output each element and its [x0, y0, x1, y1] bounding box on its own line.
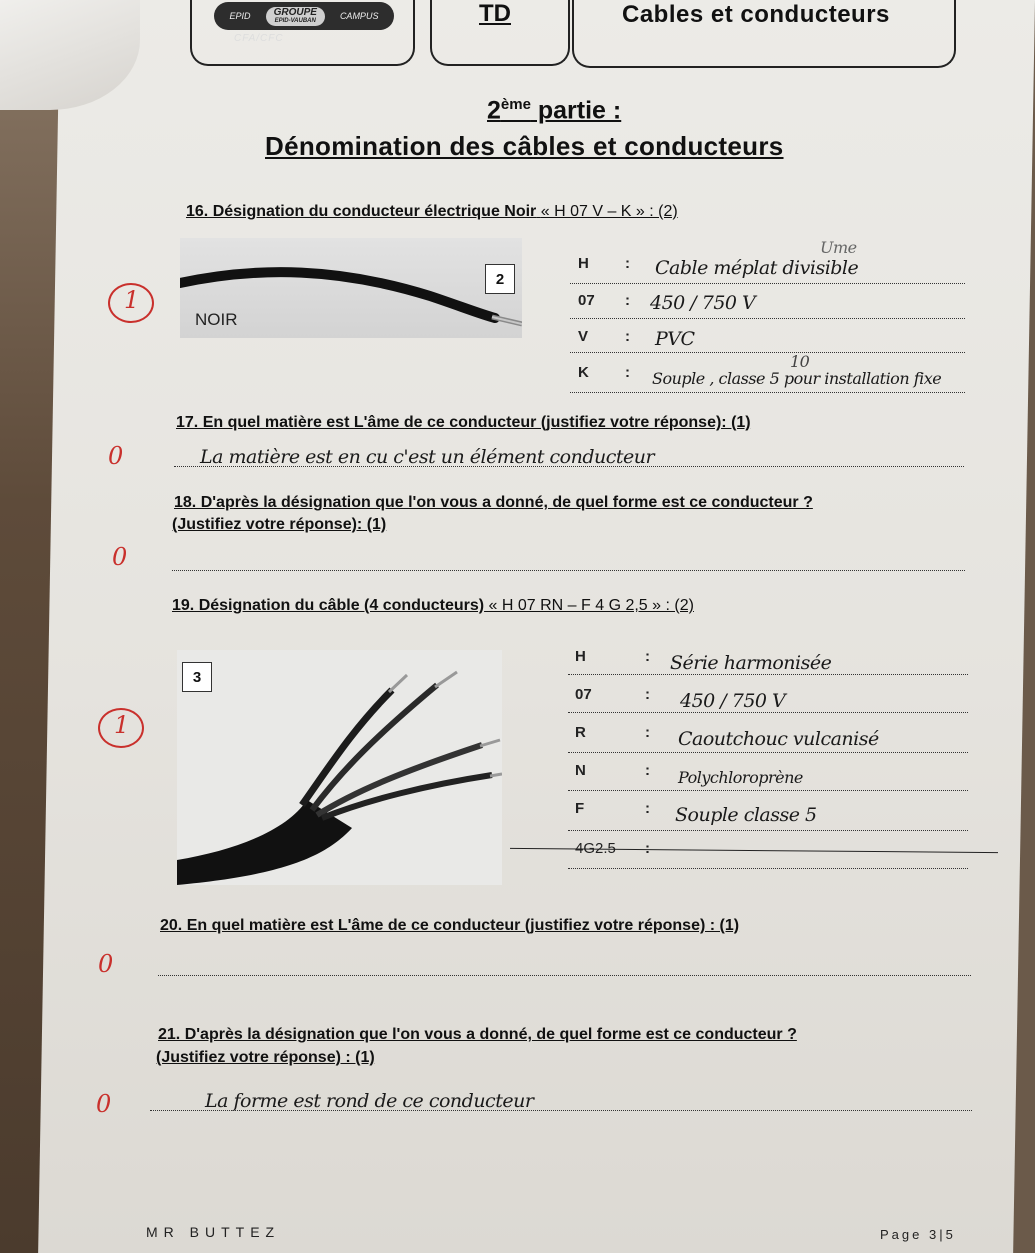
- logo-groupe: [266, 7, 325, 26]
- q18-subtitle: (Justifiez votre réponse): (1): [172, 516, 387, 533]
- q20-grade: 0: [98, 950, 114, 978]
- q19-row-f-label: F: [575, 800, 585, 817]
- q19-code: « H 07 RN – F 4 G 2,5 » : (2): [488, 597, 694, 614]
- q19-row-07-line: [568, 712, 968, 713]
- q16-row-v-line: [570, 352, 965, 353]
- q17-grade: 0: [108, 442, 124, 470]
- q19-photo-number: 3: [182, 662, 212, 692]
- q19-row-r-colon: :: [645, 724, 650, 741]
- q20-line: [158, 975, 971, 976]
- q19-row-n-answer: Polychloroprène: [678, 768, 803, 787]
- q19-row-r-answer: Caoutchouc vulcanisé: [678, 728, 879, 750]
- q21-answer: La forme est rond de ce conducteur: [205, 1090, 534, 1112]
- q16-code: « H 07 V – K » : (2): [540, 203, 678, 220]
- q17-line: [174, 466, 964, 467]
- q16-row-v-label: V: [578, 328, 589, 345]
- td-label: TD: [479, 0, 511, 27]
- part-number: 2: [487, 96, 501, 125]
- q16-row-07-line: [570, 318, 965, 319]
- q19-row-r-label: R: [575, 724, 586, 741]
- q19-row-4g25-colon: :: [645, 840, 650, 857]
- q19-row-n-line: [568, 790, 968, 791]
- q16-row-k-answer: Souple , classe 5 pour installation fixe: [652, 369, 942, 388]
- q16-grade: 1: [124, 286, 140, 314]
- doc-title: Cables et conducteurs: [622, 1, 890, 28]
- q19-row-h-line: [568, 674, 968, 675]
- q16-row-07-answer: 450 / 750 V: [650, 292, 756, 314]
- q19-row-f-answer: Souple classe 5: [675, 804, 817, 826]
- q19-row-r-line: [568, 752, 968, 753]
- q19-grade: 1: [114, 711, 130, 739]
- q16-row-h-label: H: [578, 255, 589, 272]
- q19-row-07-answer: 450 / 750 V: [680, 690, 786, 712]
- q16-row-v-answer: PVC: [655, 328, 695, 350]
- q17-answer: La matière est en cu c'est un élément conducteur: [200, 446, 655, 468]
- q18-title: 18. D'après la désignation que l'on vous a donné, de quel forme est ce conducteur ?: [174, 494, 813, 511]
- q16-row-h-colon: :: [625, 255, 630, 272]
- q17-title: 17. En quel matière est L'âme de ce conducteur (justifiez votre réponse): (1): [176, 414, 751, 431]
- q20-title: 20. En quel matière est L'âme de ce conducteur (justifiez votre réponse) : (1): [160, 917, 740, 934]
- q21-grade: 0: [96, 1090, 112, 1118]
- q16-row-07-label: 07: [578, 292, 595, 309]
- q16-title: [186, 203, 678, 221]
- q19-row-f-colon: :: [645, 800, 650, 817]
- q19-row-h-label: H: [575, 648, 586, 665]
- q21-title: 21. D'après la désignation que l'on vous a donné, de quel forme est ce conducteur ?: [158, 1026, 797, 1043]
- part-title: [487, 96, 621, 125]
- part-label: partie :: [530, 96, 622, 125]
- q16-row-h-line: [570, 283, 965, 284]
- q19-row-h-colon: :: [645, 648, 650, 665]
- logo-epid: EPID: [229, 11, 251, 21]
- logo-groupe-text: GROUPE: [273, 6, 317, 18]
- q21-line: [150, 1110, 972, 1111]
- q19-row-4g25-line: [568, 868, 968, 869]
- q16-title-text: 16. Désignation du conducteur électrique Noir: [186, 203, 537, 220]
- q21-subtitle: (Justifiez votre réponse) : (1): [156, 1049, 375, 1066]
- logo-box: [190, 0, 415, 66]
- cable-illustration: [177, 650, 502, 885]
- logo-campus: CAMPUS: [339, 11, 379, 21]
- q16-row-k-colon: :: [625, 364, 630, 381]
- q19-title: [172, 597, 694, 615]
- q16-row-h-answer: Cable méplat divisible: [655, 257, 859, 279]
- q16-row-k-line: [570, 392, 965, 393]
- logo-groupe-sub: EPID-VAUBAN: [274, 17, 316, 24]
- q16-row-k-note: 10: [790, 352, 810, 371]
- q16-row-k-label: K: [578, 364, 589, 381]
- footer-author: MR BUTTEZ: [146, 1224, 281, 1240]
- q19-row-h-answer: Série harmonisée: [670, 652, 832, 674]
- q16-row-07-colon: :: [625, 292, 630, 309]
- q16-photo-label: NOIR: [195, 310, 238, 329]
- q16-photo-number: 2: [485, 264, 515, 294]
- q19-row-f-line: [568, 830, 968, 831]
- q16-row-v-colon: :: [625, 328, 630, 345]
- logo-cfa: CFA/CFC: [234, 33, 284, 44]
- q18-line: [172, 570, 965, 571]
- q19-row-n-colon: :: [645, 762, 650, 779]
- section-subtitle: Dénomination des câbles et conducteurs: [265, 131, 784, 161]
- q19-row-n-label: N: [575, 762, 586, 779]
- q16-row-h-note: Ume: [820, 238, 857, 257]
- q19-title-text: 19. Désignation du câble (4 conducteurs): [172, 597, 485, 614]
- q19-row-4g25-label: 4G2.5: [575, 840, 616, 857]
- q18-grade: 0: [112, 543, 128, 571]
- q19-row-07-label: 07: [575, 686, 592, 703]
- q19-row-07-colon: :: [645, 686, 650, 703]
- photo-four-conductor-cable: [177, 650, 502, 885]
- logo-pill: [214, 2, 394, 30]
- part-sup: ème: [500, 96, 531, 113]
- footer-page-number: Page 3|5: [880, 1227, 956, 1242]
